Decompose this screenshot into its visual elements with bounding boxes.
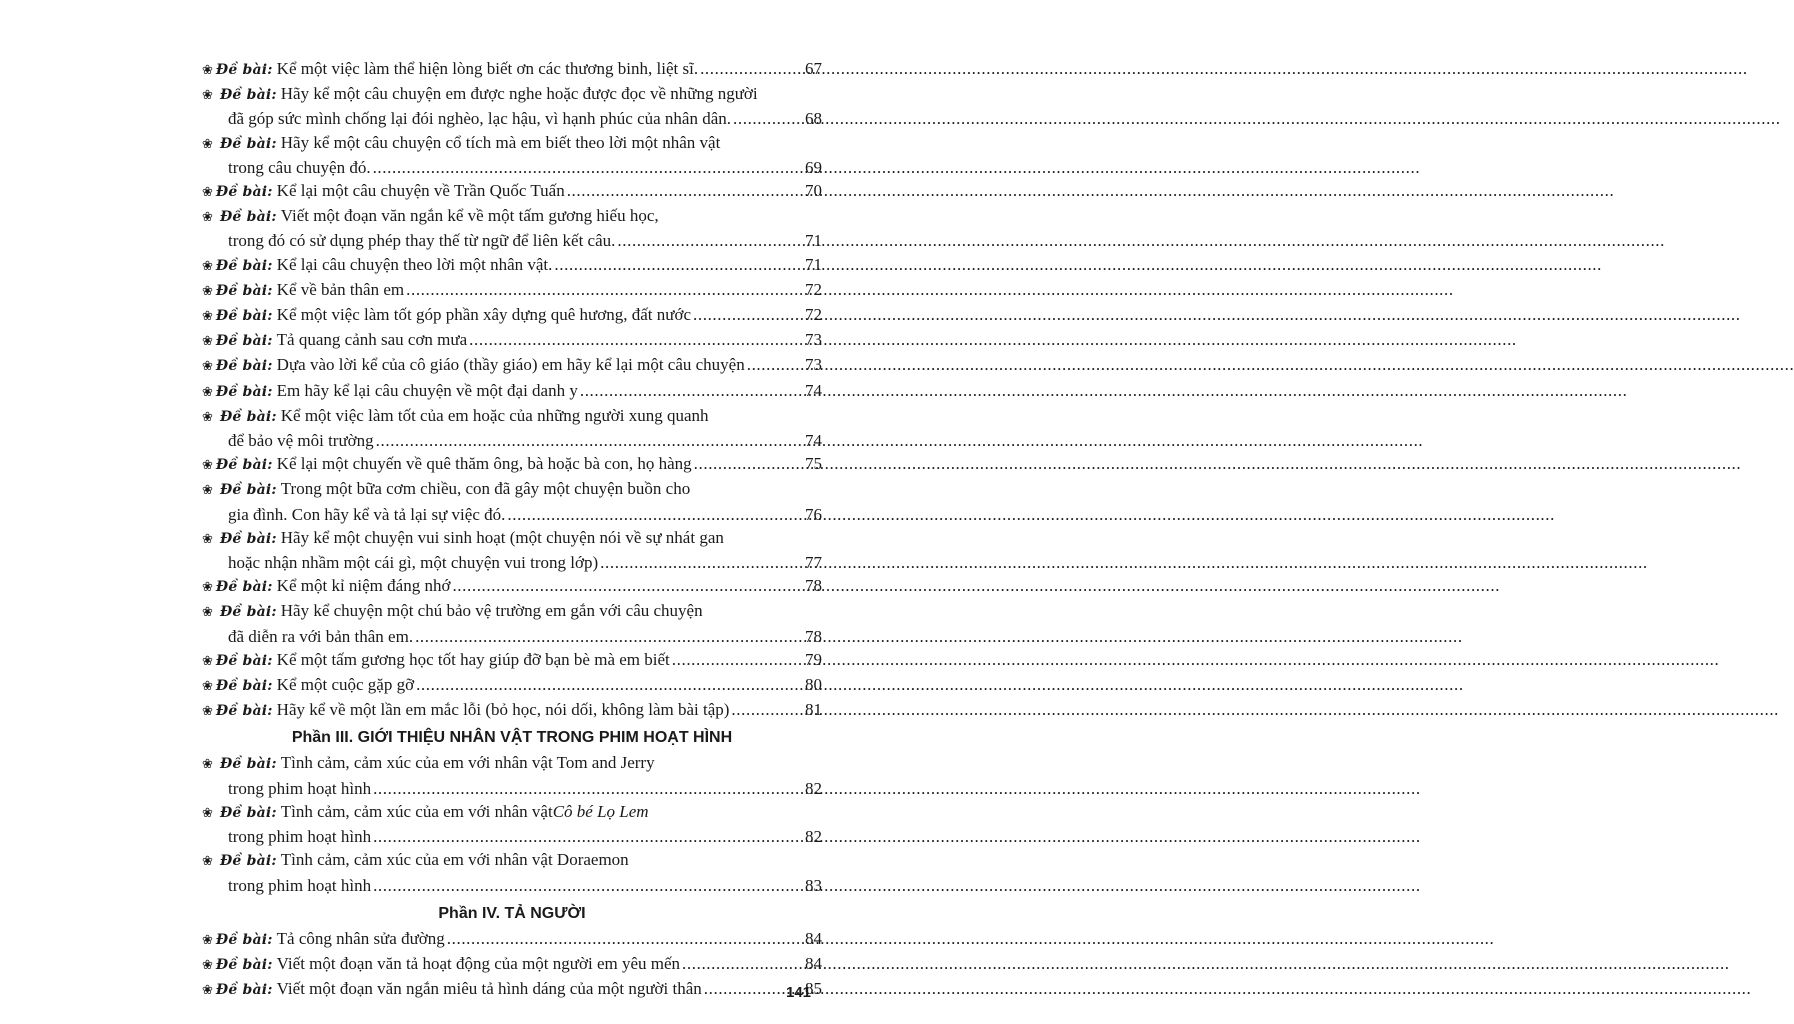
toc-entry-line bbox=[202, 107, 822, 130]
toc-entry-line bbox=[202, 648, 822, 673]
entry-text-continued: gia đình. Con hãy kể và tả lại sự việc đó. bbox=[228, 504, 506, 524]
leader-dots bbox=[580, 379, 798, 402]
flower-star-icon: ❀ bbox=[202, 184, 213, 200]
toc-entry-line bbox=[202, 800, 822, 825]
entry-page-number: 78 bbox=[805, 626, 822, 646]
page-number: 141 bbox=[786, 984, 812, 1001]
toc-entry-line bbox=[202, 278, 822, 303]
toc-entry-line bbox=[202, 253, 822, 278]
entry-page-number: 75 bbox=[805, 454, 822, 474]
entry-label: Đề bài: bbox=[220, 482, 277, 499]
flower-star-icon: ❀ bbox=[202, 333, 213, 349]
entry-label: Đề bài: bbox=[215, 358, 273, 375]
flower-star-icon: ❀ bbox=[202, 853, 213, 869]
entry-label: Đề bài: bbox=[220, 530, 277, 547]
toc-entry bbox=[202, 698, 822, 723]
leader-dots bbox=[469, 328, 798, 351]
leader-dots bbox=[700, 57, 798, 80]
flower-star-icon: ❀ bbox=[202, 308, 213, 324]
toc-entry-line bbox=[202, 751, 822, 776]
entry-page-number: 80 bbox=[805, 675, 822, 695]
flower-star-icon: ❀ bbox=[202, 457, 213, 473]
leader-dots bbox=[672, 648, 798, 671]
entry-page-number: 84 bbox=[805, 953, 822, 973]
toc-entry-line bbox=[202, 952, 822, 977]
toc-entry-line bbox=[202, 625, 822, 648]
entry-page-number: 67 bbox=[805, 59, 822, 78]
toc-entry-line bbox=[202, 82, 822, 107]
toc-entry bbox=[202, 404, 822, 452]
leader-dots bbox=[682, 952, 798, 975]
entry-text: Hãy kể một câu chuyện em được nghe hoặc được đọc về những người bbox=[280, 84, 758, 104]
leader-dots bbox=[554, 253, 798, 276]
entry-text-continued: để bảo vệ môi trường bbox=[228, 431, 374, 451]
entry-text: Tình cảm, cảm xúc của em với nhân vật Doraemon bbox=[280, 850, 629, 870]
entry-text: Hãy kể chuyện một chú bảo vệ trường em gắn với câu chuyện bbox=[280, 601, 703, 621]
entry-page-number: 71 bbox=[805, 254, 822, 274]
entry-text-continued: đã góp sức mình chống lại đói nghèo, lạc hậu, vì hạnh phúc của nhân dân. bbox=[228, 109, 732, 129]
toc-section-describe-people bbox=[202, 927, 822, 1003]
entry-page-number: 71 bbox=[805, 231, 822, 251]
entry-text: Tả quang cảnh sau cơn mưa bbox=[276, 330, 468, 350]
leader-dots bbox=[373, 825, 798, 848]
flower-star-icon: ❀ bbox=[202, 579, 213, 595]
entry-label: Đề bài: bbox=[220, 135, 277, 152]
leader-dots bbox=[507, 503, 798, 526]
entry-text: Kể một tấm gương học tốt hay giúp đỡ bạn bè mà em biết bbox=[276, 649, 670, 669]
entry-label: Đề bài: bbox=[215, 308, 273, 325]
toc-section-cartoon-characters bbox=[202, 751, 822, 896]
entry-text: Em hãy kể lại câu chuyện về một đại danh y bbox=[276, 380, 578, 400]
leader-dots bbox=[693, 303, 798, 326]
entry-label: Đề bài: bbox=[215, 62, 273, 78]
toc-entry bbox=[202, 131, 822, 179]
entry-page-number: 83 bbox=[805, 875, 822, 895]
flower-star-icon: ❀ bbox=[202, 530, 213, 546]
entry-page-number: 73 bbox=[805, 330, 822, 350]
entry-text: Hãy kể về một lần em mắc lỗi (bỏ học, nói dối, không làm bài tập) bbox=[276, 700, 730, 720]
entry-text: Viết một đoạn văn ngắn kể về một tấm gương hiếu học, bbox=[280, 206, 659, 226]
toc-entry-line bbox=[202, 379, 822, 404]
toc-entry-line bbox=[202, 927, 822, 952]
flower-star-icon: ❀ bbox=[202, 652, 213, 668]
entry-text: Kể lại một câu chuyện về Trần Quốc Tuấn bbox=[276, 181, 565, 201]
leader-dots bbox=[416, 673, 798, 696]
entry-page-number: 82 bbox=[805, 827, 822, 847]
toc-entry-line bbox=[202, 229, 822, 252]
entry-page-number: 84 bbox=[805, 928, 822, 948]
entry-label: Đề bài: bbox=[215, 579, 273, 596]
toc-entry bbox=[202, 648, 822, 673]
entry-text: Kể một việc làm tốt của em hoặc của những người xung quanh bbox=[280, 405, 709, 425]
flower-star-icon: ❀ bbox=[202, 62, 213, 77]
entry-text: Hãy kể một chuyện vui sinh hoạt (một chuyện nói về sự nhát gan bbox=[280, 527, 724, 547]
entry-text-continued: trong phim hoạt hình bbox=[228, 827, 372, 847]
toc-entry-line bbox=[202, 429, 822, 452]
entry-label: Đề bài: bbox=[215, 931, 273, 948]
toc-entry bbox=[202, 477, 822, 525]
entry-text-continued: hoặc nhận nhầm một cái gì, một chuyện vui trong lớp) bbox=[228, 553, 599, 573]
toc-entry bbox=[202, 927, 822, 952]
flower-star-icon: ❀ bbox=[202, 931, 213, 947]
flower-star-icon: ❀ bbox=[202, 703, 213, 719]
leader-dots bbox=[747, 353, 798, 376]
entry-text-continued: đã diễn ra với bản thân em. bbox=[228, 626, 414, 646]
entry-label: Đề bài: bbox=[220, 756, 277, 773]
toc-entry bbox=[202, 848, 822, 896]
toc-entry-line bbox=[202, 452, 822, 477]
toc-entry-line bbox=[202, 503, 822, 526]
entry-label: Đề bài: bbox=[215, 282, 273, 299]
table-of-contents bbox=[202, 57, 822, 1002]
leader-dots bbox=[733, 107, 798, 130]
toc-entry bbox=[202, 977, 822, 1002]
entry-page-number: 79 bbox=[805, 649, 822, 669]
toc-entry bbox=[202, 574, 822, 599]
toc-entry-line bbox=[202, 574, 822, 599]
toc-entry bbox=[202, 800, 822, 848]
toc-entry bbox=[202, 751, 822, 799]
entry-label: Đề bài: bbox=[215, 652, 273, 669]
entry-page-number: 72 bbox=[805, 305, 822, 325]
leader-dots bbox=[704, 977, 798, 1000]
toc-entry-line bbox=[202, 477, 822, 502]
entry-label: Đề bài: bbox=[215, 383, 273, 400]
toc-entry-line bbox=[202, 156, 822, 179]
toc-entry-line bbox=[202, 848, 822, 873]
entry-page-number: 77 bbox=[805, 553, 822, 573]
entry-page-number: 81 bbox=[805, 700, 822, 720]
leader-dots bbox=[373, 874, 798, 897]
flower-star-icon: ❀ bbox=[202, 282, 213, 298]
flower-star-icon: ❀ bbox=[202, 756, 213, 772]
entry-label: Đề bài: bbox=[220, 209, 277, 226]
leader-dots bbox=[600, 551, 798, 574]
entry-label: Đề bài: bbox=[220, 87, 277, 104]
entry-label: Đề bài: bbox=[215, 457, 273, 474]
entry-label: Đề bài: bbox=[215, 982, 273, 999]
entry-page-number: 72 bbox=[805, 279, 822, 299]
entry-text-continued: trong phim hoạt hình bbox=[228, 875, 372, 895]
toc-entry-line bbox=[202, 977, 822, 1002]
toc-entry bbox=[202, 673, 822, 698]
entry-page-number: 76 bbox=[805, 504, 822, 524]
toc-entry-line bbox=[202, 328, 822, 353]
toc-entry bbox=[202, 526, 822, 574]
toc-entry-line bbox=[202, 303, 822, 328]
entry-text: Trong một bữa cơm chiều, con đã gây một chuyện buồn cho bbox=[280, 479, 691, 499]
toc-entry bbox=[202, 379, 822, 404]
toc-entry bbox=[202, 599, 822, 647]
toc-entry-line bbox=[202, 599, 822, 624]
entry-text: Tình cảm, cảm xúc của em với nhân vật bbox=[280, 801, 553, 821]
entry-label: Đề bài: bbox=[215, 184, 273, 201]
toc-entry-line bbox=[202, 673, 822, 698]
leader-dots bbox=[567, 179, 798, 202]
toc-entry bbox=[202, 253, 822, 278]
entry-text-continued: trong câu chuyện đó. bbox=[228, 157, 371, 177]
entry-page-number: 85 bbox=[805, 979, 822, 999]
toc-entry-line bbox=[202, 404, 822, 429]
flower-star-icon: ❀ bbox=[202, 482, 213, 498]
toc-entry bbox=[202, 278, 822, 303]
toc-entry-line bbox=[202, 131, 822, 156]
entry-text-continued: trong phim hoạt hình bbox=[228, 778, 372, 798]
flower-star-icon: ❀ bbox=[202, 804, 213, 820]
toc-entry bbox=[202, 179, 822, 204]
flower-star-icon: ❀ bbox=[202, 678, 213, 694]
leader-dots bbox=[406, 278, 798, 301]
flower-star-icon: ❀ bbox=[202, 257, 213, 273]
toc-entry-line bbox=[202, 204, 822, 229]
toc-section-stories bbox=[202, 57, 822, 723]
toc-entry bbox=[202, 82, 822, 130]
entry-page-number: 78 bbox=[805, 576, 822, 596]
entry-page-number: 73 bbox=[805, 355, 822, 375]
entry-label: Đề bài: bbox=[215, 703, 273, 720]
toc-entry-line bbox=[202, 526, 822, 551]
flower-star-icon: ❀ bbox=[202, 956, 213, 972]
flower-star-icon: ❀ bbox=[202, 135, 213, 151]
toc-entry-line bbox=[202, 825, 822, 848]
toc-entry-line bbox=[202, 874, 822, 897]
flower-star-icon: ❀ bbox=[202, 982, 213, 998]
leader-dots bbox=[415, 625, 798, 648]
leader-dots bbox=[376, 429, 798, 452]
toc-entry bbox=[202, 353, 822, 378]
entry-label: Đề bài: bbox=[220, 853, 277, 870]
toc-entry bbox=[202, 204, 822, 252]
entry-text: Kể một cuộc gặp gỡ bbox=[276, 675, 415, 695]
leader-dots bbox=[452, 574, 798, 597]
flower-star-icon: ❀ bbox=[202, 209, 213, 225]
entry-text: Kể lại một chuyến về quê thăm ông, bà hoặc bà con, họ hàng bbox=[276, 454, 692, 474]
entry-page-number: 74 bbox=[805, 431, 822, 451]
entry-label: Đề bài: bbox=[215, 333, 273, 350]
flower-star-icon: ❀ bbox=[202, 358, 213, 374]
flower-star-icon: ❀ bbox=[202, 87, 213, 103]
entry-page-number: 82 bbox=[805, 778, 822, 798]
leader-dots bbox=[694, 452, 798, 475]
leader-dots bbox=[617, 229, 798, 252]
entry-text: Kể một việc làm thể hiện lòng biết ơn các thương binh, liệt sĩ. bbox=[276, 59, 699, 78]
toc-entry bbox=[202, 952, 822, 977]
entry-text: Tả công nhân sửa đường bbox=[276, 928, 445, 948]
entry-text: Kể một kỉ niệm đáng nhớ bbox=[276, 576, 451, 596]
entry-label: Đề bài: bbox=[220, 604, 277, 621]
leader-dots bbox=[447, 927, 798, 950]
toc-entry-line bbox=[202, 57, 822, 82]
entry-page-number: 69 bbox=[805, 157, 822, 177]
entry-label: Đề bài: bbox=[220, 408, 277, 425]
toc-entry bbox=[202, 452, 822, 477]
entry-text: Viết một đoạn văn ngắn miêu tả hình dáng của một người thân bbox=[276, 979, 702, 999]
entry-label: Đề bài: bbox=[215, 678, 273, 695]
section-heading-part-4: Phần IV. TẢ NGƯỜI bbox=[438, 904, 586, 922]
toc-entry-line bbox=[202, 777, 822, 800]
entry-text: Tình cảm, cảm xúc của em với nhân vật Tom and Jerry bbox=[280, 753, 655, 773]
entry-page-number: 74 bbox=[805, 380, 822, 400]
leader-dots bbox=[373, 156, 798, 179]
toc-entry bbox=[202, 328, 822, 353]
toc-entry-line bbox=[202, 179, 822, 204]
entry-text-italic: Cô bé Lọ Lem bbox=[552, 801, 649, 821]
entry-text: Viết một đoạn văn tả hoạt động của một người em yêu mến bbox=[276, 953, 681, 973]
entry-label: Đề bài: bbox=[215, 257, 273, 274]
entry-text: Kể lại câu chuyện theo lời một nhân vật. bbox=[276, 254, 553, 274]
flower-star-icon: ❀ bbox=[202, 383, 213, 399]
toc-entry-line bbox=[202, 698, 822, 723]
section-heading-part-3: Phần III. GIỚI THIỆU NHÂN VẬT TRONG PHIM HOẠT HÌNH bbox=[291, 729, 733, 747]
toc-entry-line bbox=[202, 353, 822, 378]
leader-dots bbox=[731, 698, 798, 721]
toc-entry-line bbox=[202, 551, 822, 574]
entry-page-number: 68 bbox=[805, 109, 822, 129]
flower-star-icon: ❀ bbox=[202, 408, 213, 424]
leader-dots bbox=[373, 777, 798, 800]
toc-entry bbox=[202, 57, 822, 82]
entry-label: Đề bài: bbox=[215, 956, 273, 973]
toc-entry bbox=[202, 303, 822, 328]
entry-text: Kể một việc làm tốt góp phần xây dựng quê hương, đất nước bbox=[276, 305, 692, 325]
entry-text-continued: trong đó có sử dụng phép thay thế từ ngữ để liên kết câu. bbox=[228, 231, 616, 251]
entry-label: Đề bài: bbox=[220, 804, 277, 821]
flower-star-icon: ❀ bbox=[202, 604, 213, 620]
entry-page-number: 70 bbox=[805, 181, 822, 201]
entry-text: Hãy kể một câu chuyện cổ tích mà em biết theo lời một nhân vật bbox=[280, 132, 721, 152]
entry-text: Kể về bản thân em bbox=[276, 279, 405, 299]
entry-text: Dựa vào lời kể của cô giáo (thầy giáo) em hãy kể lại một câu chuyện bbox=[276, 355, 745, 375]
